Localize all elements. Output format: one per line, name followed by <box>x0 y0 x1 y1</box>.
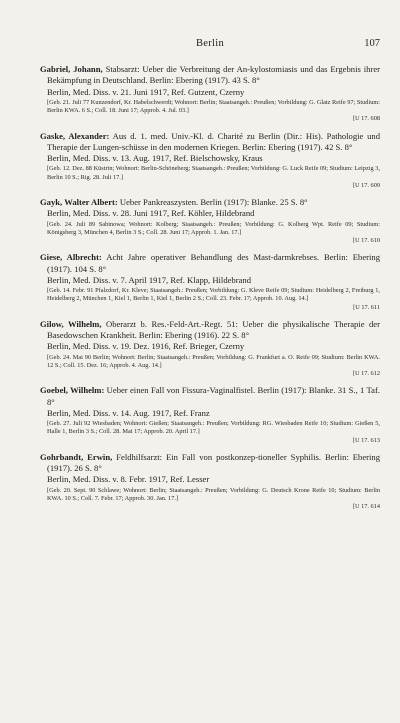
author-name: Goebel, Wilhelm: <box>40 385 105 396</box>
shelf-mark: [U 17. 613 <box>352 436 380 444</box>
shelf-mark: [U 17. 608 <box>352 115 380 123</box>
running-head <box>40 38 380 56</box>
shelf-mark: [U 17. 614 <box>352 503 380 510</box>
vita-note: [Geb. 14. Febr. 91 Pfalzdorf, Kr. Kleve; Staatsangeh.: Preußen; Vorbildung: G. Kleve Reife 09; Studium: Heidelberg 2, Freiburg 1, Heidelberg 2, München 1, Kiel 1, Berlin 1, Kiel 1, Berlin 2 S.; Coll. 23. Febr. 17; Approb. 10. Aug. 14.] <box>47 287 380 303</box>
dissertation-line: Berlin, Med. Diss. v. 21. Juni 1917, Ref. Gutzent, Czerny <box>47 86 245 97</box>
bibliography-entry <box>40 319 380 379</box>
bibliography-entry <box>40 131 380 191</box>
bibliography-entry <box>40 252 380 312</box>
shelf-mark: [U 17. 612 <box>352 370 380 377</box>
dissertation-line: Berlin, Med. Diss. v. 28. Juni 1917, Ref. Köhler, Hildebrand <box>47 208 255 219</box>
entry-lead <box>40 252 380 275</box>
entry-list <box>40 64 380 511</box>
author-name: Gaske, Alexander: <box>40 130 110 141</box>
entry-title: Ueber Pankreaszysten. Berlin (1917): Blanke. 25 S. 8° <box>119 197 308 207</box>
bibliography-entry <box>40 64 380 124</box>
page-title: Berlin <box>195 38 225 49</box>
author-name: Giese, Albrecht: <box>40 252 102 263</box>
entry-title: Feldhilfsarzt: Ein Fall von postkonzep-tioneller Syphilis. Berlin: Ebering (1917). 26 S. 8° <box>47 451 380 473</box>
vita-note: [Geb. 21. Juli 77 Kunzendorf, Kr. Habelschwerdt; Wohnort: Berlin; Staatsangeh.: Preußen; Vorbildung: G. Glatz Reife 97; Studium: Berlin KWA. 6 S.; Coll. 18. Juni 17; Approb. 4. Jul. 03.] <box>47 98 380 115</box>
page-number: 107 <box>364 38 380 49</box>
entry-title: Aus d. 1. med. Univ.-Kl. d. Charité zu Berlin (Dir.: His). Pathologie und Therapie der Lungen-schüsse in den modernen Kriegen. Berlin: Ebering (1917). 42 S. 8° <box>47 130 380 152</box>
dissertation-line: Berlin, Med. Diss. v. 7. April 1917, Ref. Klapp, Hildebrand <box>47 274 251 285</box>
entry-lead <box>40 64 380 87</box>
author-name: Gabriel, Johann, <box>40 64 103 74</box>
dissertation-line: Berlin, Med. Diss. v. 19. Dez. 1916, Ref. Brieger, Czerny <box>47 341 245 352</box>
vita-note: [Geb. 24. Juli 89 Sabinowa; Wohnort: Kolberg; Staatsangeh.: Preußen; Vorbildung: G. Kolberg Wpt. Reife 09; Studium: Königsberg 3, München 4, Berlin 3 S.; Coll. 28. Juni 17; Approb. 1. Jan. 17.] <box>47 220 380 236</box>
vita-note: [Geb. 12. Dez. 88 Küstrin; Wohnort: Berlin-Schöneberg; Staatsangeh.: Preußen; Vorbildung: G. Luck Reife 09; Studium: Leipzig 3, Berlin 10 S.; Rig. 28. Juli 17.] <box>47 165 380 181</box>
entry-lead <box>40 319 380 342</box>
author-name: Gilow, Wilhelm, <box>40 318 102 329</box>
entry-lead <box>40 131 380 154</box>
entry-title: Stabsarzt: Ueber die Verbreitung der An-kylostomiasis und das Ergebnis ihrer Bekämpfung in Deutschland. Berlin: Ebering (1917). 43 S. 8° <box>47 64 380 86</box>
bibliography-entry <box>40 452 380 512</box>
vita-note: [Geb. 27. Juli 92 Wiesbaden; Wohnort: Gießen; Staatsangeh.: Preußen; Vorbildung: RG. Wiesbaden Reife 10; Studium: Gießen 5, Halle 1, Berlin 3 S.; Coll. 28. Mai 17; Approb. 20. April 17.] <box>47 420 380 436</box>
author-name: Gayk, Walter Albert: <box>40 197 118 207</box>
entry-lead <box>40 197 380 208</box>
entry-lead <box>40 452 380 475</box>
bibliography-entry <box>40 385 380 445</box>
entry-title: Acht Jahre operativer Behandlung des Mast-darmkrebses. Berlin: Ebering (1917). 104 S. 8° <box>47 252 380 274</box>
entry-title: Oberarzt b. Res.-Feld-Art.-Regt. 51: Ueber die physikalische Therapie der Basedowschen Krankheit. Berlin: Ebering (1916). 22 S. 8° <box>47 318 380 340</box>
entry-lead <box>40 385 380 408</box>
dissertation-line: Berlin, Med. Diss. v. 13. Aug. 1917, Ref. Bielschowsky, Kraus <box>47 153 263 164</box>
dissertation-line: Berlin, Med. Diss. v. 8. Febr. 1917, Ref. Lesser <box>47 474 210 485</box>
shelf-mark: [U 17. 609 <box>352 181 380 189</box>
shelf-mark: [U 17. 610 <box>352 237 380 244</box>
author-name: Gohrbandt, Erwin, <box>40 451 113 462</box>
entry-title: Ueber einen Fall von Fissura-Vaginalfistel. Berlin (1917): Blanke. 31 S., 1 Taf. 8° <box>47 385 381 407</box>
vita-note: [Geb. 20. Sept. 90 Schlawe; Wohnort: Berlin; Staatsangeh.: Preußen; Vorbildung: G. Deutsch Krone Reife 10; Studium: Berlin KWA. 10 S.; Coll. 7. Febr. 17; Approb. 30. Jan. 17.] <box>47 486 380 502</box>
dissertation-line: Berlin, Med. Diss. v. 14. Aug. 1917, Ref. Franz <box>47 407 210 418</box>
bibliography-entry <box>40 197 380 245</box>
vita-note: [Geb. 24. Mai 90 Berlin; Wohnort: Berlin; Staatsangeh.: Preußen; Vorbildung: G. Frankfurt a. O. Reife 09; Studium: Berlin KWA. 12 S.; Coll. 15. Dez. 16; Approb. 4. Aug. 14.] <box>47 353 380 369</box>
shelf-mark: [U 17. 611 <box>353 303 380 311</box>
